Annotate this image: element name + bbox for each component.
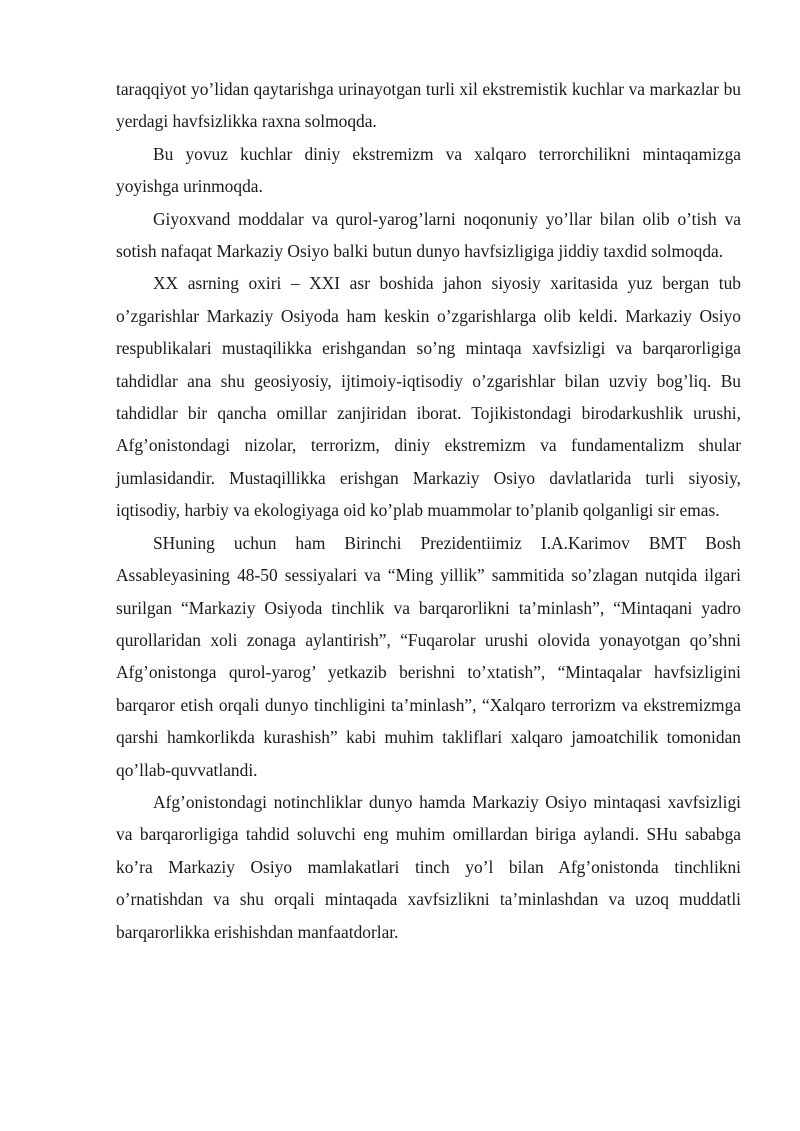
paragraph-karimov-proposals: SHuning uchun ham Birinchi Prezidentiimiz I.A.Karimov BMT Bosh Assableyasining 48-50 sessiyalari va “Ming yillik” sammitida so’zlagan nutqida ilgari surilgan “Markaziy Osiyoda tinchlik va barqarorlikni ta’minlash”, “Mintaqani yadro qurollaridan xoli zonaga aylantirish”, “Fuqarolar urushi olovida yonayotgan qo’shni Afg’onistonga qurol-yarog’ yetkazib berishni to’xtatish”, “Mintaqalar havfsizligini barqaror etish orqali dunyo tinchligini ta’minlash”, “Xalqaro terrorizm va ekstremizmga qarshi hamkorlikda kurashish” kabi muhim takliflari xalqaro jamoatchilik tomonidan qo’llab-quvvatlandi.	[116, 532, 741, 780]
paragraph-drugs-weapons: Giyoxvand moddalar va qurol-yarog’larni noqonuniy yo’llar bilan olib o’tish va sotish nafaqat Markaziy Osiyo balki butun dunyo havfsizligiga jiddiy taxdid solmoqda.	[116, 208, 741, 262]
paragraph-afghanistan: Afg’onistondagi notinchliklar dunyo hamda Markaziy Osiyo mintaqasi xavfsizligi va barqarorligiga tahdid soluvchi eng muhim omillardan biriga aylandi. SHu sababga ko’ra Markaziy Osiyo mamlakatlari tinch yo’l bilan Afg’onistonda tinchlikni o’rnatishdan va shu orqali mintaqada xavfsizlikni ta’minlashdan va uzoq muddatli barqarorlikka erishishdan manfaatdorlar.	[116, 791, 741, 942]
paragraph-geopolitical-changes: XX asrning oxiri – XXI asr boshida jahon siyosiy xaritasida yuz bergan tub o’zgarishlar Markaziy Osiyoda ham keskin o’zgarishlarga olib keldi. Markaziy Osiyo respublikalari mustaqilikka erishgandan so’ng mintaqa xavfsizligi va barqarorligiga tahdidlar ana shu geosiyosiy, ijtimoiy-iqtisodiy o’zgarishlar bilan uzviy bog’liq. Bu tahdidlar bir qancha omillar zanjiridan iborat. Tojikistondagi birodarkushlik urushi, Afg’onistondagi nizolar, terrorizm, diniy ekstremizm va fundamentalizm shular jumlasidandir. Mustaqillikka erishgan Markaziy Osiyo davlatlarida turli siyosiy, iqtisodiy, harbiy va ekologiyaga oid ko’plab muammolar to’planib qolganligi sir emas.	[116, 273, 741, 521]
paragraph-continuation: taraqqiyot yo’lidan qaytarishga urinayotgan turli xil ekstremistik kuchlar va markazlar bu yerdagi havfsizlikka raxna solmoqda.	[116, 79, 741, 132]
paragraph-extremism: Bu yovuz kuchlar diniy ekstremizm va xalqaro terrorchilikni mintaqamizga yoyishga urinmoqda.	[116, 143, 741, 197]
document-page	[116, 73, 741, 948]
